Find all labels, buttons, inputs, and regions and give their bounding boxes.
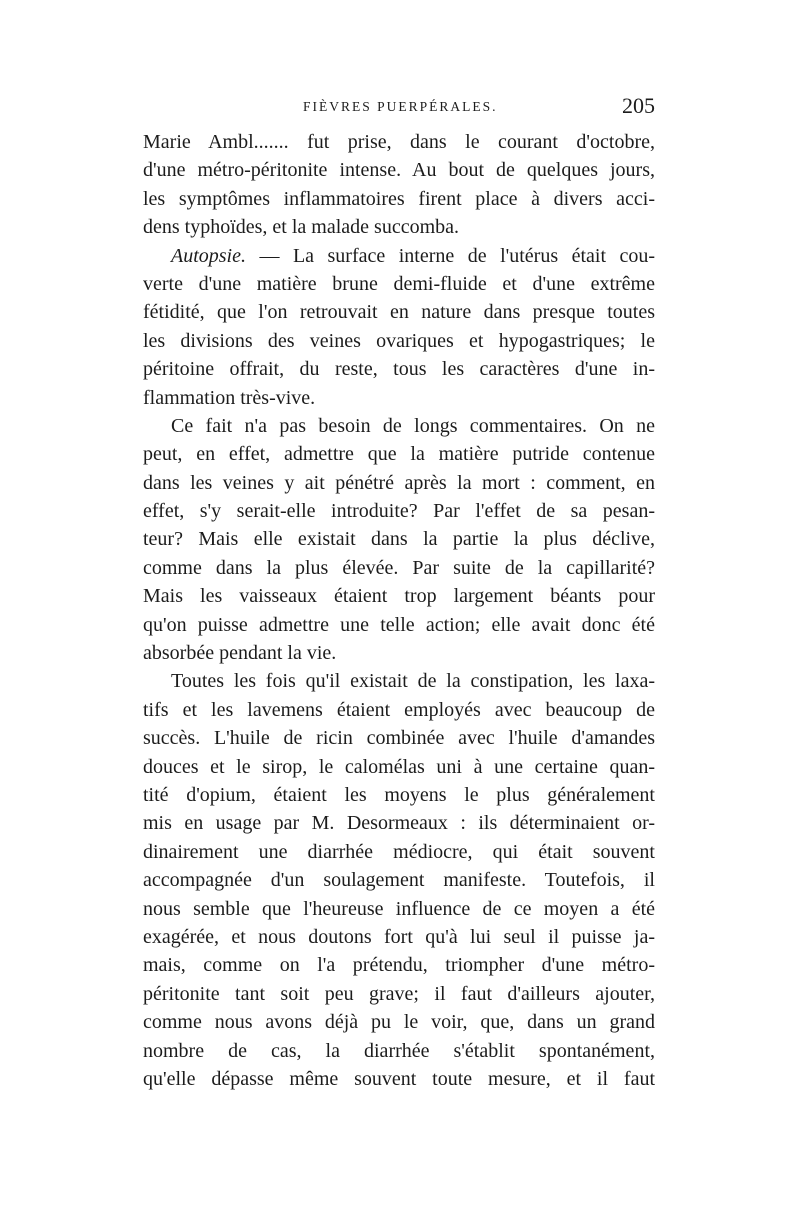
text-line: effet, s'y serait-elle introduite? Par l'effet de sa pesan- [143, 500, 655, 523]
text-line: dens typhoïdes, et la malade succomba. [143, 216, 460, 239]
text-line: comme nous avons déjà pu le voir, que, dans un grand [143, 1011, 655, 1034]
text-line: Ce fait n'a pas besoin de longs commentaires. On ne [171, 414, 655, 437]
text-line: peut, en effet, admettre que la matière putride contenue [143, 443, 655, 466]
text-line: flammation très-vive. [143, 386, 316, 409]
text-line: Toutes les fois qu'il existait de la constipation, les laxa- [171, 670, 655, 693]
page-header [143, 93, 655, 123]
text-line: accompagnée d'un soulagement manifeste. Toutefois, il [143, 869, 655, 892]
text-line: comme dans la plus élevée. Par suite de la capillarité? [143, 556, 655, 579]
text-line: nous semble que l'heureuse influence de ce moyen a été [143, 897, 655, 920]
text-line: nombre de cas, la diarrhée s'établit spontanément, [143, 1039, 655, 1062]
text-line: péritonite tant soit peu grave; il faut d'ailleurs ajouter, [143, 982, 655, 1005]
text-line: les divisions des veines ovariques et hypogastriques; le [143, 329, 655, 352]
text-line: tité d'opium, étaient les moyens le plus généralement [143, 783, 655, 806]
autopsie-label: Autopsie. [171, 244, 246, 267]
text-line: teur? Mais elle existait dans la partie la plus déclive, [143, 528, 655, 551]
text-line: qu'elle dépasse même souvent toute mesure, et il faut [143, 1067, 655, 1090]
text-line: dinairement une diarrhée médiocre, qui était souvent [143, 840, 655, 863]
text-line: mais, comme on l'a prétendu, triompher d'une métro- [143, 954, 655, 977]
text-line: Marie Ambl....... fut prise, dans le courant d'octobre, [143, 131, 655, 153]
running-title: FIÈVRES PUERPÉRALES. [303, 99, 498, 114]
text-line: les symptômes inflammatoires firent place à divers acci- [143, 187, 655, 210]
text-line [143, 242, 655, 270]
text-line: verte d'une matière brune demi-fluide et d'une extrême [143, 272, 655, 295]
page-number: 205 [622, 93, 655, 118]
text-line: dans les veines y ait pénétré après la mort : comment, en [143, 471, 655, 494]
text-line: d'une métro-péritonite intense. Au bout de quelques jours, [143, 159, 655, 182]
text-line: fétidité, que l'on retrouvait en nature dans presque toutes [143, 301, 655, 324]
body-text [143, 128, 655, 1093]
text-line: péritoine offrait, du reste, tous les caractères d'une in- [143, 358, 655, 381]
text-line: absorbée pendant la vie. [143, 642, 337, 665]
text-line: tifs et les lavemens étaient employés avec beaucoup de [143, 698, 655, 721]
text-line: mis en usage par M. Desormeaux : ils déterminaient or- [143, 812, 655, 835]
text-line: Mais les vaisseaux étaient trop largement béants pour [143, 585, 655, 608]
text-line: exagérée, et nous doutons fort qu'à lui seul il puisse ja- [143, 925, 655, 948]
text-line: douces et le sirop, le calomélas uni à une certaine quan- [143, 755, 655, 778]
text-line: succès. L'huile de ricin combinée avec l'huile d'amandes [143, 727, 655, 750]
text-line: qu'on puisse admettre une telle action; elle avait donc été [143, 613, 655, 636]
text-line-rest: — La surface interne de l'utérus était cou- [259, 244, 655, 267]
